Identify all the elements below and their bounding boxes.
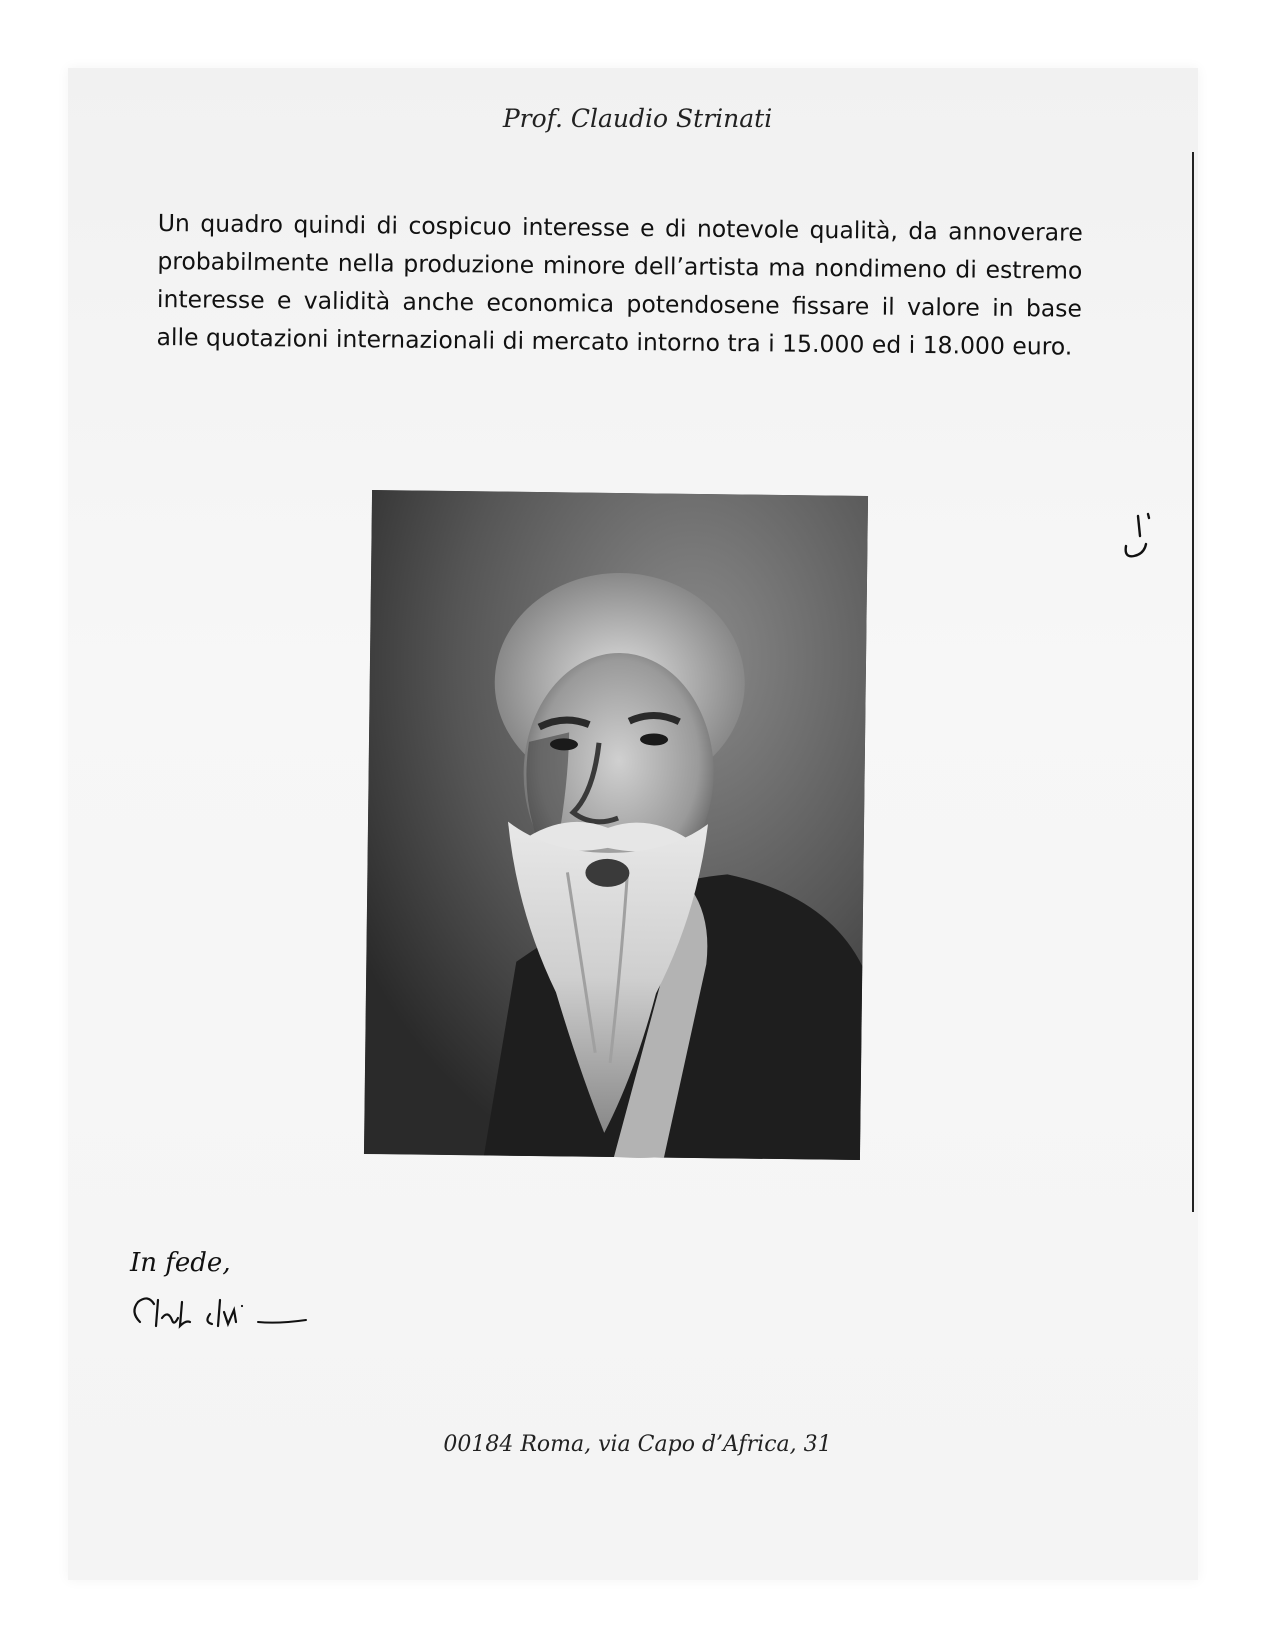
letterhead: Prof. Claudio Strinati — [502, 104, 773, 133]
portrait-photo — [364, 490, 868, 1160]
body-paragraph: Un quadro quindi di cospicuo interesse e di notevole qualità, da annoverare probabilmente nella produzione minore dell’artista ma nondimeno di estremo interesse e validità anche economica potendosene fissare il valore in base alle quotazioni internazionali di mercato intorno tra i 15.000 ed i 18.000 euro. — [156, 208, 1083, 361]
portrait-illustration — [364, 490, 868, 1160]
margin-initials — [1120, 506, 1160, 566]
signature — [128, 1292, 318, 1342]
closing-salutation: In fede, — [130, 1248, 231, 1278]
footer-address: 00184 Roma, via Capo d’Africa, 31 — [443, 1432, 832, 1457]
page-edge-line — [1192, 152, 1194, 1212]
